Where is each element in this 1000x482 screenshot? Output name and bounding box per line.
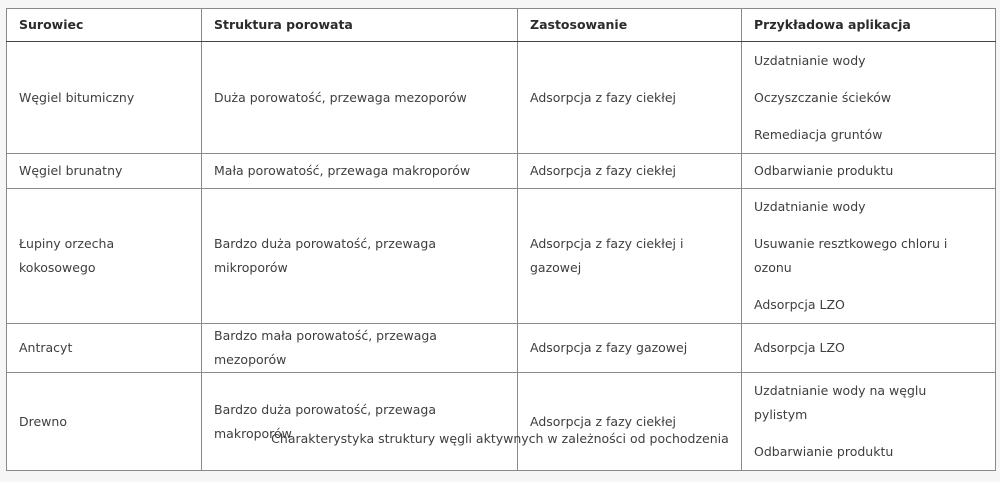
cell-struktura: Mała porowatość, przewaga makroporów [202,154,518,189]
header-struktura: Struktura porowata [202,9,518,42]
cell-aplikacja [742,373,996,471]
table-row [7,324,996,373]
cell-aplikacja [742,154,996,189]
table-row [7,42,996,154]
carbon-structure-table [6,8,996,471]
cell-aplikacja [742,42,996,154]
cell-zastosowanie: Adsorpcja z fazy gazowej [518,324,742,373]
cell-surowiec: Drewno [7,373,202,471]
cell-zastosowanie: Adsorpcja z fazy ciekłej [518,373,742,471]
application-item: Odbarwianie produktu [754,163,894,178]
application-item: Uzdatnianie wody na węglu pylistym [754,383,927,422]
table-row [7,154,996,189]
cell-zastosowanie: Adsorpcja z fazy ciekłej [518,42,742,154]
application-item: Adsorpcja LZO [754,340,845,355]
application-item: Remediacja gruntów [754,126,883,142]
cell-surowiec: Antracyt [7,324,202,373]
application-item: Uzdatnianie wody [754,52,866,68]
cell-struktura: Bardzo duża porowatość, przewaga mikroporów [202,189,518,324]
application-item: Adsorpcja LZO [754,297,845,312]
header-surowiec: Surowiec [7,9,202,42]
header-aplikacja: Przykładowa aplikacja [742,9,996,42]
table-row [7,189,996,324]
application-item: Oczyszczanie ścieków [754,89,892,105]
cell-zastosowanie: Adsorpcja z fazy ciekłej i gazowej [518,189,742,324]
application-item: Odbarwianie produktu [754,444,894,459]
cell-surowiec: Węgiel bitumiczny [7,42,202,154]
table-row [7,373,996,471]
cell-zastosowanie: Adsorpcja z fazy ciekłej [518,154,742,189]
cell-aplikacja [742,189,996,324]
cell-struktura: Duża porowatość, przewaga mezoporów [202,42,518,154]
cell-surowiec: Węgiel brunatny [7,154,202,189]
table-caption: Charakterystyka struktury węgli aktywnych w zależności od pochodzenia [271,431,729,446]
cell-surowiec: Łupiny orzecha kokosowego [7,189,202,324]
table-wrapper [6,8,995,471]
table-header-row [7,9,996,42]
cell-struktura: Bardzo mała porowatość, przewaga mezoporów [202,324,518,373]
header-zastosowanie: Zastosowanie [518,9,742,42]
cell-aplikacja [742,324,996,373]
application-item: Usuwanie resztkowego chloru i ozonu [754,236,948,275]
cell-struktura: Bardzo duża porowatość, przewaga makroporów [202,373,518,471]
application-item: Uzdatnianie wody [754,199,866,214]
